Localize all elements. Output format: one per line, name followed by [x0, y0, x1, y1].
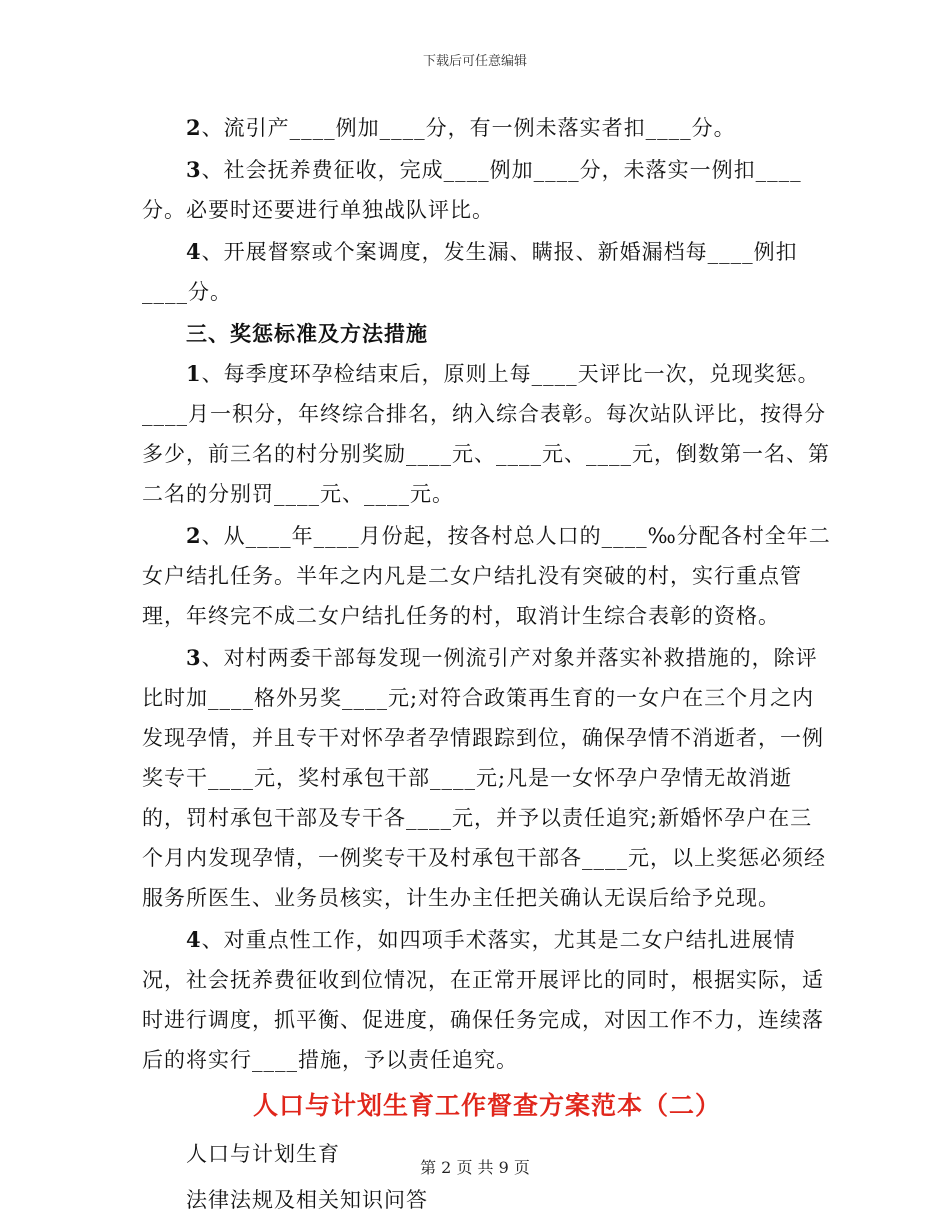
document-body	[142, 108, 832, 1226]
clause-number: 4	[186, 239, 202, 264]
clause-number: 2	[186, 115, 202, 140]
clause-paragraph	[142, 150, 832, 230]
clause-number: 4	[186, 927, 202, 952]
clause-paragraph	[142, 638, 832, 918]
clause-number: 1	[186, 361, 202, 386]
page-header: 下载后可任意编辑	[422, 54, 527, 69]
clause-text: 、每季度环孕检结束后，原则上每____天评比一次，兑现奖惩。____月一积分，年终综合排名，纳入综合表彰。每次站队评比，按得分多少，前三名的村分别奖励____元、____元、____元，倒数第一名、第二名的分别罚____元、____元。	[142, 362, 830, 506]
clause-paragraph	[142, 516, 832, 636]
clause-paragraph	[142, 920, 832, 1080]
clause-text: 、开展督察或个案调度，发生漏、瞒报、新婚漏档每____例扣____分。	[142, 240, 798, 304]
document-title: 人口与计划生育工作督查方案范本（二）	[252, 1091, 721, 1120]
clause-paragraph	[142, 354, 832, 514]
clause-number: 3	[186, 645, 202, 670]
page-number: 第 2 页 共 9 页	[420, 1158, 530, 1177]
clause-text: 、从____年____月份起，按各村总人口的____‰分配各村全年二女户结扎任务。半年之内凡是二女户结扎没有突破的村，实行重点管理，年终完不成二女户结扎任务的村，取消计生综合表彰的资格。	[142, 524, 831, 628]
clause-text: 、流引产____例加____分，有一例未落实者扣____分。	[201, 116, 736, 140]
subtitle-line: 人口与计划生育	[186, 1142, 340, 1166]
clause-number: 2	[186, 523, 202, 548]
clause-text: 、社会抚养费征收，完成____例加____分，未落实一例扣____分。必要时还要进行单独战队评比。	[142, 158, 802, 222]
clause-number: 3	[186, 157, 202, 182]
clause-paragraph	[142, 232, 832, 312]
clause-text: 、对重点性工作，如四项手术落实，尤其是二女户结扎进展情况，社会抚养费征收到位情况，在正常开展评比的同时，根据实际，适时进行调度，抓平衡、促进度，确保任务完成，对因工作不力，连续落后的将实行____措施，予以责任追究。	[142, 928, 824, 1072]
section-heading: 三、奖惩标准及方法措施	[186, 321, 428, 346]
clause-text: 、对村两委干部每发现一例流引产对象并落实补救措施的，除评比时加____格外另奖____元;对符合政策再生育的一女户在三个月之内发现孕情，并且专干对怀孕者孕情跟踪到位，确保孕情不消逝者，一例奖专干____元，奖村承包干部____元;凡是一女怀孕户孕情无故消逝的，罚村承包干部及专干各____元，并予以责任追究;新婚怀孕户在三个月内发现孕情，一例奖专干及村承包干部各____元，以上奖惩必须经服务所医生、业务员核实，计生办主任把关确认无误后给予兑现。	[142, 646, 826, 910]
clause-paragraph	[142, 108, 832, 148]
subtitle-line: 法律法规及相关知识问答	[186, 1188, 428, 1212]
